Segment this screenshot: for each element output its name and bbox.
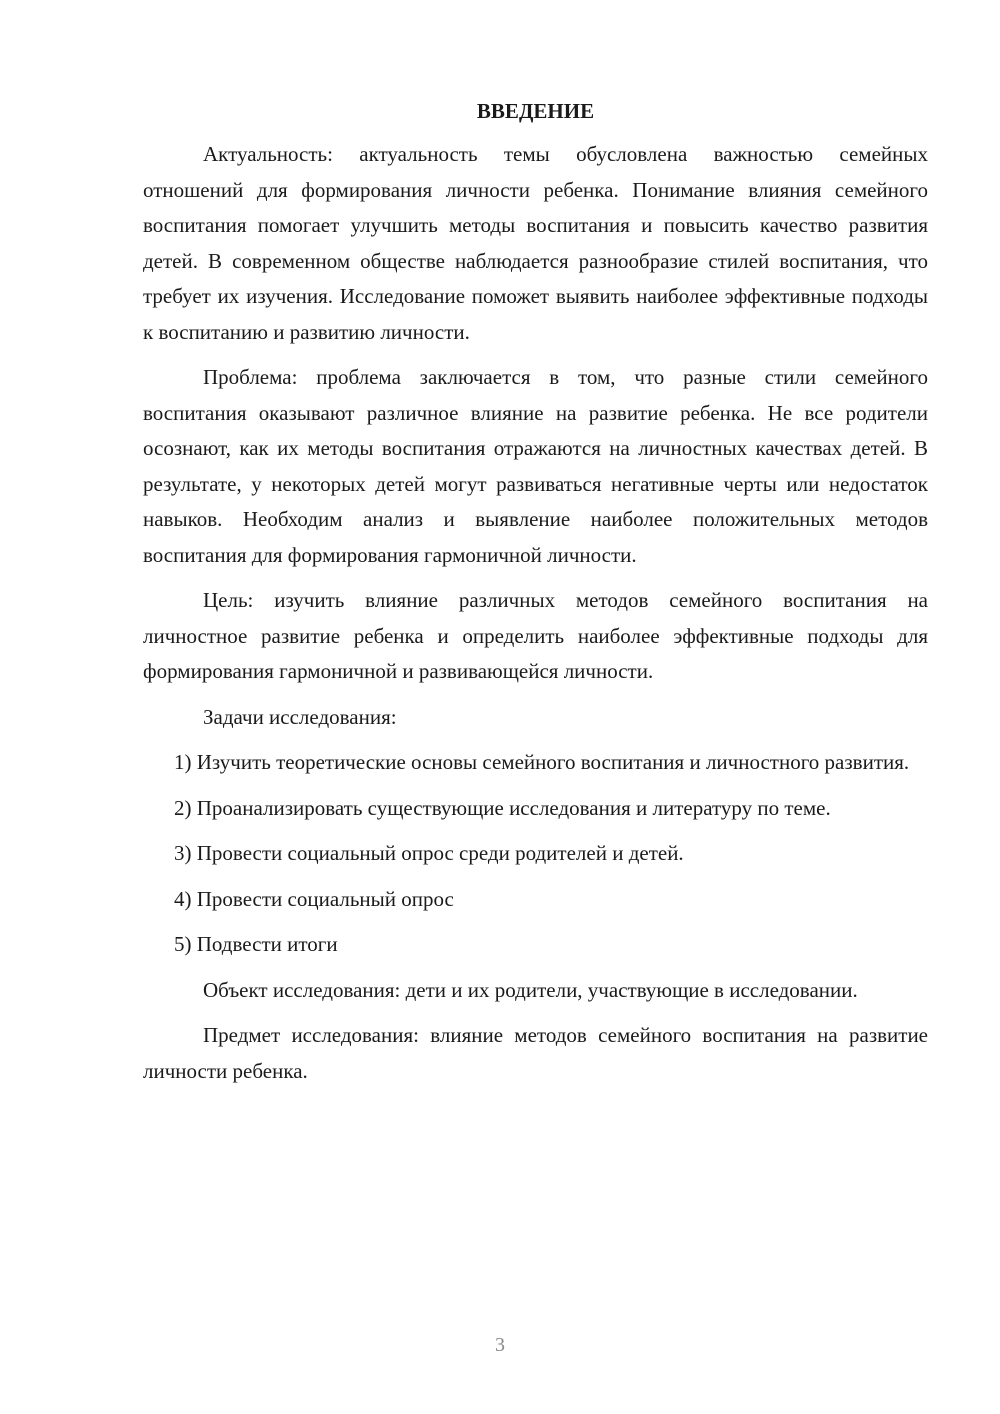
page-title: ВВЕДЕНИЕ [476, 99, 595, 123]
goal-paragraph: Цель: изучить влияние различных методов семейного воспитания на личностное развитие ребенка и определить наиболее эффективные подходы для формирования гармоничной и развивающейся личности. [143, 588, 928, 683]
task-item-1: 1) Изучить теоретические основы семейного воспитания и личностного развития. [174, 750, 910, 774]
task-item-3: 3) Провести социальный опрос среди родителей и детей. [174, 841, 684, 865]
subject-paragraph: Предмет исследования: влияние методов семейного воспитания на развитие личности ребенка. [143, 1023, 928, 1083]
problem-paragraph: Проблема: проблема заключается в том, что разные стили семейного воспитания оказывают различное влияние на развитие ребенка. Не все родители осознают, как их методы воспитания отражаются на личностных качествах детей. В результате, у некоторых детей могут развиваться негативные черты или недостаток навыков. Необходим анализ и выявление наиболее положительных методов воспитания для формирования гармоничной личности. [143, 365, 928, 567]
task-item-5: 5) Подвести итоги [174, 932, 338, 956]
task-item-2: 2) Проанализировать существующие исследования и литературу по теме. [174, 795, 831, 820]
tasks-heading: Задачи исследования: [203, 704, 397, 729]
task-item-4: 4) Провести социальный опрос [174, 886, 454, 911]
relevance-paragraph: Актуальность: актуальность темы обусловлена важностью семейных отношений для формирования личности ребенка. Понимание влияния семейного воспитания помогает улучшить методы воспитания и повысить качество развития детей. В современном обществе наблюдается разнообразие стилей воспитания, что требует их изучения. Исследование поможет выявить наиболее эффективные подходы к воспитанию и развитию личности. [143, 142, 928, 344]
document-page [143, 95, 928, 1099]
object-paragraph: Объект исследования: дети и их родители, участвующие в исследовании. [203, 977, 858, 1002]
page-number: 3 [495, 1334, 505, 1356]
